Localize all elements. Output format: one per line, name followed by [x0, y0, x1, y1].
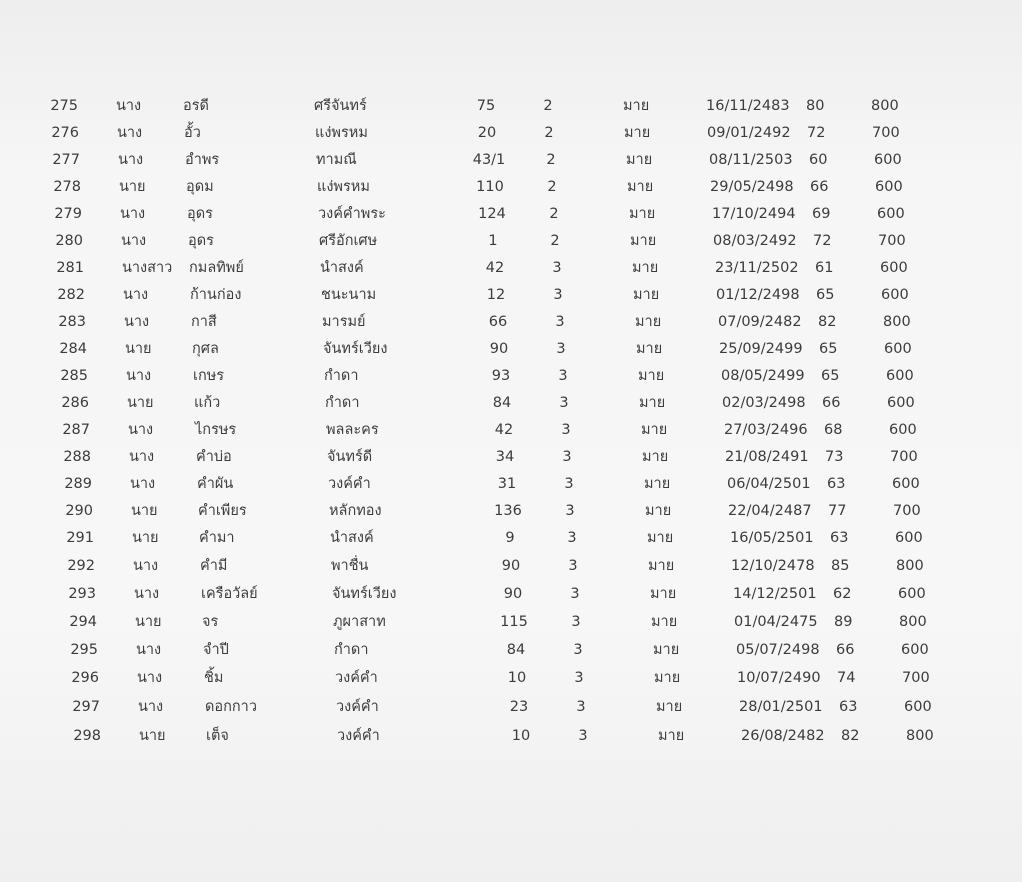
village-name: มาย [627, 179, 654, 195]
age-value: 85 [831, 558, 850, 574]
allowance-amount: 600 [880, 260, 908, 276]
name-title: นาง [130, 476, 156, 492]
house-number: 75 [476, 98, 496, 114]
village-name: มาย [644, 476, 671, 492]
table-row [0, 312, 1022, 338]
house-number: 90 [501, 558, 521, 574]
first-name: ไกรษร [195, 422, 237, 438]
table-row [0, 474, 1022, 500]
table-row [0, 339, 1022, 365]
age-value: 73 [825, 449, 844, 465]
record-number: 285 [60, 368, 88, 384]
birth-date: 05/07/2498 [736, 642, 820, 658]
name-title: นาง [136, 642, 162, 658]
record-number: 289 [64, 476, 92, 492]
name-title: นาย [139, 728, 166, 744]
table-row [0, 612, 1022, 638]
record-number: 280 [55, 233, 83, 249]
table-row [0, 258, 1022, 284]
table-row [0, 285, 1022, 311]
house-number: 31 [497, 476, 517, 492]
name-title: นาย [135, 614, 162, 630]
name-title: นาง [116, 98, 142, 114]
first-name: คำเพียร [198, 503, 247, 519]
record-number: 294 [69, 614, 97, 630]
name-title: นาย [131, 503, 158, 519]
house-number: 136 [494, 503, 522, 519]
moo-number: 3 [562, 449, 572, 465]
table-row [0, 668, 1022, 694]
first-name: อุดม [186, 179, 214, 195]
table-row [0, 123, 1022, 149]
village-name: มาย [642, 449, 669, 465]
house-number: 23 [509, 699, 529, 715]
age-value: 77 [828, 503, 847, 519]
allowance-amount: 600 [901, 642, 929, 658]
first-name: อุดร [188, 233, 214, 249]
name-title: นาง [123, 287, 149, 303]
record-number: 275 [50, 98, 78, 114]
first-name: เกษร [193, 368, 225, 384]
allowance-amount: 700 [872, 125, 900, 141]
village-name: มาย [638, 368, 665, 384]
first-name: ก้านก่อง [190, 287, 242, 303]
last-name: จันทร์ดี [327, 449, 373, 465]
house-number: 42 [494, 422, 514, 438]
last-name: วงค์คำ [328, 476, 371, 492]
village-name: มาย [648, 558, 675, 574]
record-number: 279 [54, 206, 82, 222]
age-value: 80 [806, 98, 825, 114]
age-value: 62 [833, 586, 852, 602]
record-number: 288 [63, 449, 91, 465]
age-value: 63 [839, 699, 858, 715]
table-row [0, 726, 1022, 752]
house-number: 34 [495, 449, 515, 465]
record-number: 286 [61, 395, 89, 411]
allowance-amount: 800 [899, 614, 927, 630]
allowance-amount: 600 [904, 699, 932, 715]
last-name: นำสงค์ [330, 530, 374, 546]
table-row [0, 501, 1022, 527]
record-number: 282 [57, 287, 85, 303]
age-value: 66 [836, 642, 855, 658]
age-value: 61 [815, 260, 834, 276]
birth-date: 27/03/2496 [724, 422, 808, 438]
last-name: จันทร์เวียง [332, 586, 397, 602]
record-number: 292 [67, 558, 95, 574]
birth-date: 08/03/2492 [713, 233, 797, 249]
name-title: นาย [125, 341, 152, 357]
moo-number: 3 [555, 314, 565, 330]
first-name: จำปี [203, 642, 229, 658]
village-name: มาย [635, 314, 662, 330]
name-title: นาง [138, 699, 164, 715]
table-row [0, 366, 1022, 392]
age-value: 60 [809, 152, 828, 168]
age-value: 72 [813, 233, 832, 249]
birth-date: 16/05/2501 [730, 530, 814, 546]
house-number: 10 [507, 670, 527, 686]
name-title: นาย [127, 395, 154, 411]
record-number: 298 [73, 728, 101, 744]
last-name: กำดา [324, 368, 359, 384]
last-name: กำดา [325, 395, 360, 411]
village-name: มาย [632, 260, 659, 276]
last-name: มารมย์ [322, 314, 366, 330]
moo-number: 3 [568, 558, 578, 574]
moo-number: 3 [556, 341, 566, 357]
village-name: มาย [633, 287, 660, 303]
first-name: คำผัน [197, 476, 234, 492]
first-name: แก้ว [194, 395, 221, 411]
moo-number: 3 [564, 476, 574, 492]
allowance-amount: 600 [884, 341, 912, 357]
moo-number: 3 [561, 422, 571, 438]
first-name: ดอกกาว [205, 699, 257, 715]
moo-number: 3 [558, 368, 568, 384]
house-number: 115 [500, 614, 528, 630]
table-row [0, 231, 1022, 257]
birth-date: 25/09/2499 [719, 341, 803, 357]
first-name: อรดี [183, 98, 209, 114]
house-number: 66 [488, 314, 508, 330]
last-name: วงค์คำพระ [318, 206, 386, 222]
age-value: 82 [841, 728, 860, 744]
house-number: 42 [485, 260, 505, 276]
table-row [0, 177, 1022, 203]
name-title: นาย [119, 179, 146, 195]
house-number: 93 [491, 368, 511, 384]
house-number: 43/1 [472, 152, 506, 168]
birth-date: 12/10/2478 [731, 558, 815, 574]
village-name: มาย [623, 98, 650, 114]
village-name: มาย [658, 728, 685, 744]
first-name: คำมา [199, 530, 235, 546]
moo-number: 3 [565, 503, 575, 519]
record-number: 297 [72, 699, 100, 715]
age-value: 65 [821, 368, 840, 384]
last-name: กำดา [334, 642, 369, 658]
first-name: ชิ้ม [204, 670, 224, 686]
name-title: นางสาว [122, 260, 173, 276]
last-name: จันทร์เวียง [323, 341, 388, 357]
village-name: มาย [626, 152, 653, 168]
village-name: มาย [654, 670, 681, 686]
house-number: 84 [506, 642, 526, 658]
allowance-amount: 700 [902, 670, 930, 686]
birth-date: 08/05/2499 [721, 368, 805, 384]
house-number: 12 [486, 287, 506, 303]
table-row [0, 528, 1022, 554]
village-name: มาย [641, 422, 668, 438]
village-name: มาย [650, 586, 677, 602]
first-name: กุศล [192, 341, 219, 357]
birth-date: 01/12/2498 [716, 287, 800, 303]
village-name: มาย [647, 530, 674, 546]
birth-date: 02/03/2498 [722, 395, 806, 411]
first-name: เครือวัลย์ [201, 586, 258, 602]
moo-number: 3 [571, 614, 581, 630]
record-number: 281 [56, 260, 84, 276]
allowance-amount: 600 [887, 395, 915, 411]
house-number: 10 [511, 728, 531, 744]
birth-date: 16/11/2483 [706, 98, 790, 114]
age-value: 89 [834, 614, 853, 630]
name-title: นาง [129, 449, 155, 465]
house-number: 124 [478, 206, 506, 222]
record-number: 277 [52, 152, 80, 168]
moo-number: 2 [550, 233, 560, 249]
record-number: 284 [59, 341, 87, 357]
record-number: 278 [53, 179, 81, 195]
birth-date: 21/08/2491 [725, 449, 809, 465]
moo-number: 3 [570, 586, 580, 602]
house-number: 84 [492, 395, 512, 411]
last-name: วงค์คำ [337, 728, 380, 744]
birth-date: 01/04/2475 [734, 614, 818, 630]
first-name: กาสี [191, 314, 217, 330]
age-value: 72 [807, 125, 826, 141]
allowance-amount: 800 [871, 98, 899, 114]
age-value: 82 [818, 314, 837, 330]
birth-date: 08/11/2503 [709, 152, 793, 168]
first-name: อุดร [187, 206, 213, 222]
name-title: นาง [133, 558, 159, 574]
age-value: 63 [830, 530, 849, 546]
birth-date: 28/01/2501 [739, 699, 823, 715]
last-name: หลักทอง [329, 503, 382, 519]
house-number: 20 [477, 125, 497, 141]
record-number: 293 [68, 586, 96, 602]
birth-date: 06/04/2501 [727, 476, 811, 492]
name-title: นาง [126, 368, 152, 384]
name-title: นาง [117, 125, 143, 141]
allowance-amount: 600 [895, 530, 923, 546]
allowance-amount: 600 [875, 179, 903, 195]
last-name: แง่พรหม [315, 125, 368, 141]
name-title: นาง [137, 670, 163, 686]
age-value: 65 [819, 341, 838, 357]
moo-number: 2 [546, 152, 556, 168]
last-name: นำสงค์ [320, 260, 364, 276]
table-row [0, 96, 1022, 122]
last-name: วงค์คำ [336, 699, 379, 715]
house-number: 110 [476, 179, 504, 195]
moo-number: 2 [549, 206, 559, 222]
birth-date: 09/01/2492 [707, 125, 791, 141]
village-name: มาย [639, 395, 666, 411]
moo-number: 3 [559, 395, 569, 411]
moo-number: 2 [547, 179, 557, 195]
table-row [0, 697, 1022, 723]
age-value: 66 [810, 179, 829, 195]
house-number: 90 [503, 586, 523, 602]
birth-date: 07/09/2482 [718, 314, 802, 330]
birth-date: 10/07/2490 [737, 670, 821, 686]
birth-date: 14/12/2501 [733, 586, 817, 602]
allowance-amount: 600 [874, 152, 902, 168]
village-name: มาย [656, 699, 683, 715]
moo-number: 2 [543, 98, 553, 114]
table-row [0, 150, 1022, 176]
table-row [0, 204, 1022, 230]
house-number: 9 [505, 530, 515, 546]
age-value: 69 [812, 206, 831, 222]
allowance-amount: 700 [893, 503, 921, 519]
age-value: 74 [837, 670, 856, 686]
allowance-amount: 800 [906, 728, 934, 744]
table-row [0, 393, 1022, 419]
moo-number: 3 [553, 287, 563, 303]
table-row [0, 584, 1022, 610]
first-name: อั้ว [184, 125, 201, 141]
allowance-amount: 600 [877, 206, 905, 222]
last-name: ศรีจันทร์ [314, 98, 367, 114]
allowance-amount: 600 [898, 586, 926, 602]
last-name: ทามณี [316, 152, 357, 168]
name-title: นาง [128, 422, 154, 438]
allowance-amount: 800 [896, 558, 924, 574]
village-name: มาย [624, 125, 651, 141]
moo-number: 3 [567, 530, 577, 546]
first-name: กมลทิพย์ [189, 260, 244, 276]
allowance-amount: 600 [886, 368, 914, 384]
table-row [0, 640, 1022, 666]
birth-date: 23/11/2502 [715, 260, 799, 276]
allowance-amount: 600 [889, 422, 917, 438]
allowance-amount: 800 [883, 314, 911, 330]
moo-number: 3 [576, 699, 586, 715]
record-number: 283 [58, 314, 86, 330]
table-row [0, 447, 1022, 473]
last-name: ชนะนาม [321, 287, 377, 303]
age-value: 63 [827, 476, 846, 492]
name-title: นาง [134, 586, 160, 602]
village-name: มาย [645, 503, 672, 519]
record-number: 291 [66, 530, 94, 546]
table-row [0, 556, 1022, 582]
age-value: 68 [824, 422, 843, 438]
first-name: คำมี [200, 558, 228, 574]
village-name: มาย [630, 233, 657, 249]
first-name: จร [202, 614, 219, 630]
village-name: มาย [653, 642, 680, 658]
allowance-amount: 700 [890, 449, 918, 465]
age-value: 65 [816, 287, 835, 303]
allowance-amount: 600 [892, 476, 920, 492]
birth-date: 17/10/2494 [712, 206, 796, 222]
record-number: 296 [71, 670, 99, 686]
table-row [0, 420, 1022, 446]
first-name: อำพร [185, 152, 220, 168]
name-title: นาย [132, 530, 159, 546]
moo-number: 3 [574, 670, 584, 686]
last-name: พาชื่น [331, 558, 369, 574]
last-name: พลละคร [326, 422, 379, 438]
record-number: 290 [65, 503, 93, 519]
first-name: เต็จ [206, 728, 229, 744]
record-number: 287 [62, 422, 90, 438]
moo-number: 3 [578, 728, 588, 744]
last-name: วงค์คำ [335, 670, 378, 686]
record-number: 276 [51, 125, 79, 141]
house-number: 90 [489, 341, 509, 357]
allowance-amount: 600 [881, 287, 909, 303]
birth-date: 22/04/2487 [728, 503, 812, 519]
name-title: นาง [120, 206, 146, 222]
name-title: นาง [121, 233, 147, 249]
birth-date: 29/05/2498 [710, 179, 794, 195]
name-title: นาง [118, 152, 144, 168]
birth-date: 26/08/2482 [741, 728, 825, 744]
last-name: แง่พรหม [317, 179, 370, 195]
moo-number: 2 [544, 125, 554, 141]
age-value: 66 [822, 395, 841, 411]
name-title: นาง [124, 314, 150, 330]
house-number: 1 [488, 233, 498, 249]
last-name: ศรีอักเศษ [319, 233, 378, 249]
record-number: 295 [70, 642, 98, 658]
allowance-amount: 700 [878, 233, 906, 249]
first-name: คำบ่อ [196, 449, 232, 465]
village-name: มาย [651, 614, 678, 630]
moo-number: 3 [573, 642, 583, 658]
moo-number: 3 [552, 260, 562, 276]
village-name: มาย [629, 206, 656, 222]
village-name: มาย [636, 341, 663, 357]
last-name: ภูผาสาท [333, 614, 386, 630]
